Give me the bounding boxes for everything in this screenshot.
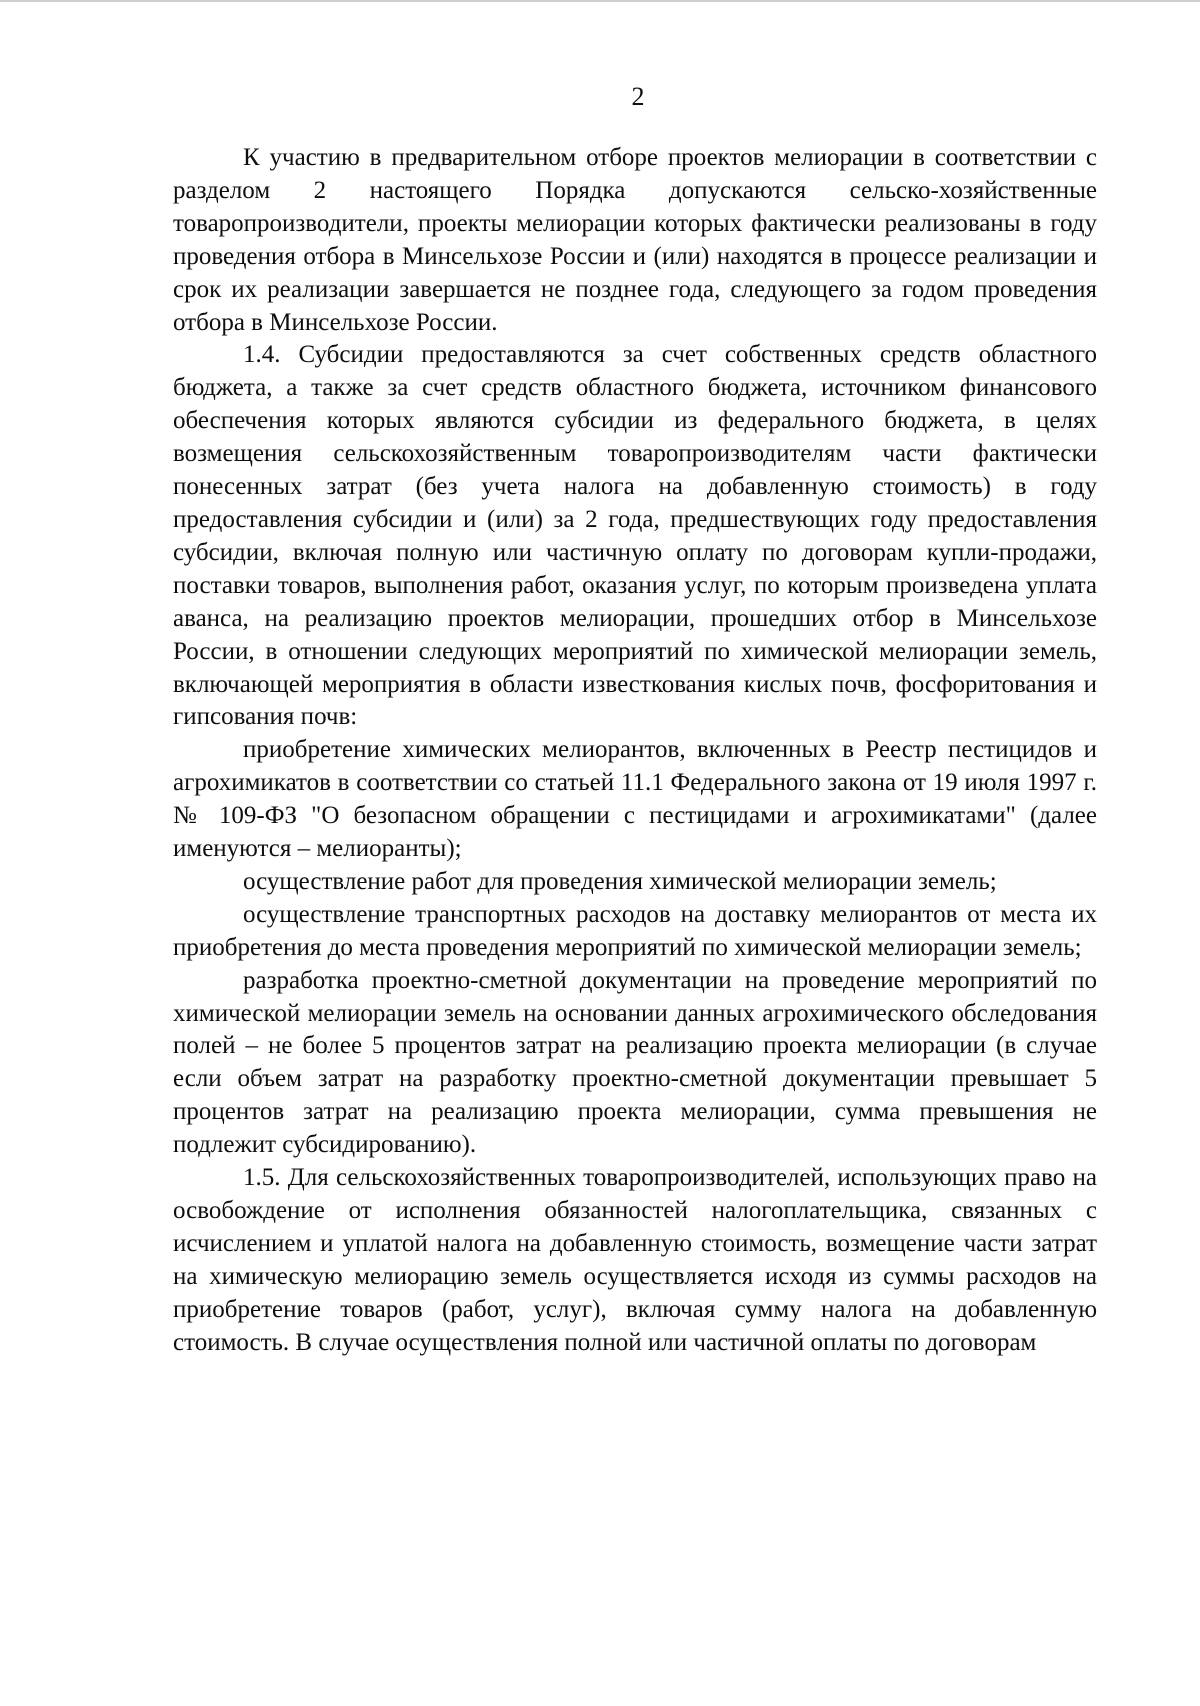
- paragraph-1-5: 1.5. Для сельскохозяйственных товаропроизводителей, использующих право на освобождение от исполнения обязанностей налогоплательщика, связанных с исчислением и уплатой налога на добавленную стоимость, возмещение части затрат на химическую мелиорацию земель осуществляется исходя из суммы расходов на приобретение товаров (работ, услуг), включая сумму налога на добавленную стоимость. В случае осуществления полной или частичной оплаты по договорам: [173, 1164, 1097, 1356]
- paragraph-works: осуществление работ для проведения химической мелиорации земель;: [243, 867, 997, 895]
- paragraph-1-4: 1.4. Субсидии предоставляются за счет собственных средств областного бюджета, а также за счет средств областного бюджета, источником финансового обеспечения которых являются субсидии из федерального бюджета, в целях возмещения сельскохозяйственным товаропроизводителям части фактически понесенных затрат (без учета налога на добавленную стоимость) в году предоставления субсидии и (или) за 2 года, предшествующих году предоставления субсидии, включая полную или частичную оплату по договорам купли-продажи, поставки товаров, выполнения работ, оказания услуг, по которым произведена уплата аванса, на реализацию проектов мелиорации, прошедших отбор в Минсельхозе России, в отношении следующих мероприятий по химической мелиорации земель, включающей мероприятия в области известкования кислых почв, фосфоритования и гипсования почв:: [173, 341, 1097, 731]
- paragraph-participation: К участию в предварительном отборе проектов мелиорации в соответствии с разделом 2 настоящего Порядка допускаются сельско-хозяйственные товаропроизводители, проекты мелиорации которых фактически реализованы в году проведения отбора в Минсельхозе России и (или) находятся в процессе реализации и срок их реализации завершается не позднее года, следующего за годом проведения отбора в Минсельхозе России.: [173, 144, 1097, 336]
- paragraph-design-documentation: разработка проектно-сметной документации на проведение мероприятий по химической мелиорации земель на основании данных агрохимического обследования полей – не более 5 процентов затрат на реализацию проекта мелиорации (в случае если объем затрат на разработку проектно-сметной документации превышает 5 процентов затрат на реализацию проекта мелиорации, сумма превышения не подлежит субсидированию).: [173, 966, 1097, 1159]
- document-body: [173, 142, 1097, 1360]
- paragraph-transport: осуществление транспортных расходов на доставку мелиорантов от места их приобретения до места проведения мероприятий по химической мелиорации земель;: [173, 900, 1097, 961]
- paragraph-meliorants-purchase: приобретение химических мелиорантов, включенных в Реестр пестицидов и агрохимикатов в соответствии со статьей 11.1 Федерального закона от 19 июля 1997 г. № 109-ФЗ "О безопасном обращении с пестицидами и агрохимикатами" (далее именуются – мелиоранты);: [173, 736, 1097, 863]
- page-number: 2: [631, 82, 645, 111]
